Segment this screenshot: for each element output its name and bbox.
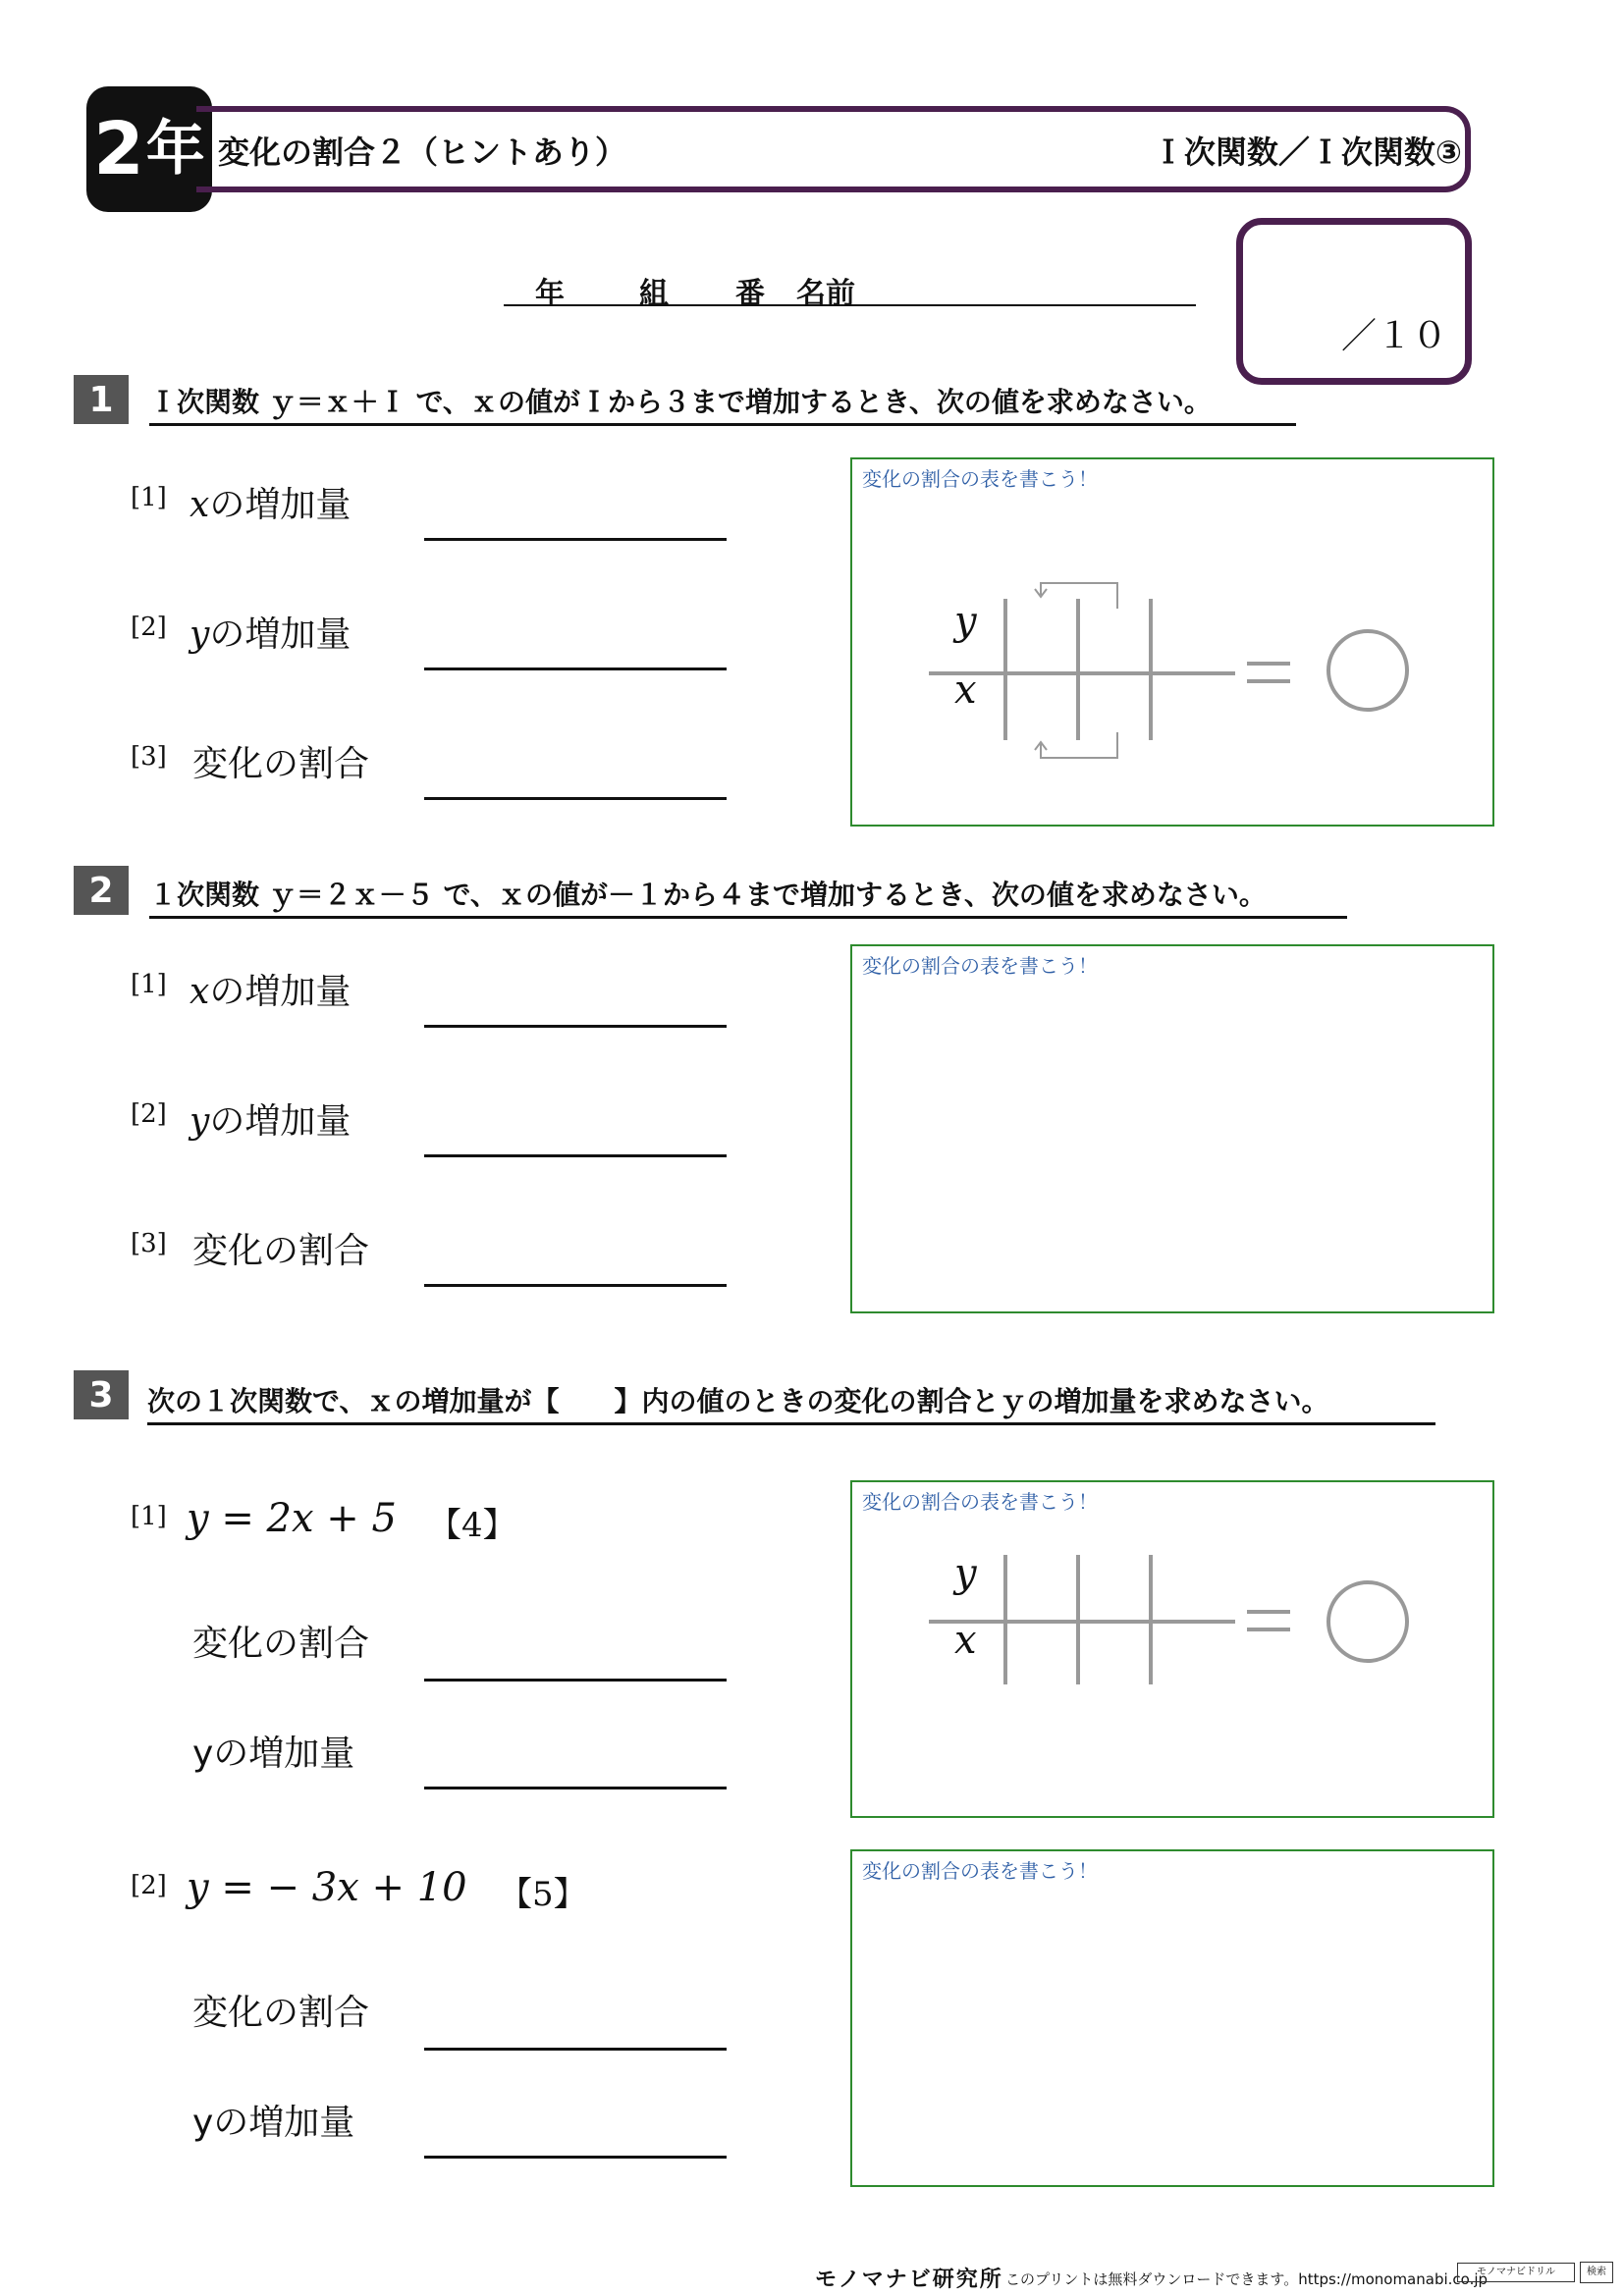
s1-q2-suffix: の増加量 xyxy=(209,614,352,655)
footer-text: このプリントは無料ダウンロードできます。https://monomanabi.co.jp xyxy=(1005,2270,1489,2288)
s3-q1-rate-label: 変化の割合 xyxy=(192,1624,370,1664)
s2-q1-text xyxy=(189,964,351,1014)
s1-q1-text xyxy=(189,477,351,527)
score-denominator: ／１０ xyxy=(1340,316,1447,356)
section-2-question: １次関数 ｙ＝２ｘ－５ で、ｘの値が－１から４まで増加するとき、次の値を求めなさい。 xyxy=(149,874,1347,919)
s1-q3-text: 変化の割合 xyxy=(192,744,370,784)
s1-q1-var: x xyxy=(189,485,210,525)
name-label: 名前 xyxy=(796,277,855,311)
hint-label: 変化の割合の表を書こう！ xyxy=(862,954,1098,978)
s3-q1-inc-label: yの増加量 xyxy=(192,1734,355,1774)
section-1-number: 1 xyxy=(74,375,129,424)
footer-logo: モノマナビ研究所 xyxy=(815,2268,1003,2292)
s2-q2-answer-line[interactable] xyxy=(424,1154,727,1157)
s3-q2-formula: y = − 3x + 10 xyxy=(187,1865,467,1910)
rate-table-diagram xyxy=(852,459,1492,825)
year-label: 年 xyxy=(535,277,565,311)
name-line[interactable] xyxy=(504,267,1196,311)
s2-q1-answer-line[interactable] xyxy=(424,1025,727,1028)
section-3-number: 3 xyxy=(74,1370,129,1419)
s2-q2-text xyxy=(189,1094,351,1144)
unit-label: Ｉ次関数／Ｉ次関数③ xyxy=(1152,133,1462,171)
hint-label: 変化の割合の表を書こう！ xyxy=(862,1490,1098,1514)
s1-q1-suffix: の増加量 xyxy=(209,485,352,525)
s3-q2-inc-answer-line[interactable] xyxy=(424,2156,727,2159)
s2-q2-var: y xyxy=(189,1101,210,1142)
rate-table-diagram xyxy=(852,1482,1492,1816)
s2-q1-suffix: の増加量 xyxy=(209,972,352,1012)
s3-q1-inc-answer-line[interactable] xyxy=(424,1787,727,1789)
s3-hint-box-1[interactable] xyxy=(850,1480,1494,1818)
s2-q1-var: x xyxy=(189,972,210,1012)
s1-q2-var: y xyxy=(189,614,210,655)
s3-q1-bracket: 【4】 xyxy=(428,1506,516,1545)
s3-q1-label: [1] xyxy=(131,1502,167,1531)
diagram-y-label: y xyxy=(954,599,977,644)
diagram-x-label: x xyxy=(954,1618,977,1663)
hint-label: 変化の割合の表を書こう！ xyxy=(862,467,1098,491)
s3-q2-label: [2] xyxy=(131,1871,167,1900)
worksheet-title: 変化の割合２（ヒントあり） xyxy=(218,133,627,171)
footer-search-button[interactable]: 検索 xyxy=(1580,2262,1613,2283)
s2-q3-text: 変化の割合 xyxy=(192,1231,370,1271)
s3-q1-formula: y = 2x + 5 xyxy=(187,1496,397,1541)
section-3-question: 次の１次関数で、ｘの増加量が【 】内の値のときの変化の割合とｙの増加量を求めなさい。 xyxy=(147,1380,1435,1425)
s3-hint-box-2[interactable] xyxy=(850,1849,1494,2187)
grade-number: 2 xyxy=(93,107,144,191)
s2-q3-label: [3] xyxy=(131,1229,167,1258)
s1-q3-label: [3] xyxy=(131,742,167,772)
class-label: 組 xyxy=(639,277,669,311)
s1-q1-answer-line[interactable] xyxy=(424,538,727,541)
s1-q2-text xyxy=(189,607,351,657)
s3-q1-rate-answer-line[interactable] xyxy=(424,1679,727,1682)
footer-search-input[interactable]: モノマナビドリル xyxy=(1457,2263,1575,2282)
section-1-question: Ｉ次関数 ｙ＝ｘ＋Ｉ で、ｘの値がＩから３まで増加するとき、次の値を求めなさい。 xyxy=(149,381,1296,426)
s3-q2-inc-label: yの増加量 xyxy=(192,2103,355,2143)
s2-hint-box[interactable] xyxy=(850,944,1494,1313)
section-2-number: 2 xyxy=(74,866,129,915)
s2-q2-suffix: の増加量 xyxy=(209,1101,352,1142)
diagram-y-label: y xyxy=(954,1551,977,1596)
hint-label: 変化の割合の表を書こう！ xyxy=(862,1859,1098,1883)
number-label: 番 xyxy=(735,277,765,311)
grade-badge xyxy=(86,86,212,212)
s3-q2-rate-answer-line[interactable] xyxy=(424,2048,727,2051)
s2-q2-label: [2] xyxy=(131,1099,167,1129)
s2-q1-label: [1] xyxy=(131,970,167,999)
s1-q3-answer-line[interactable] xyxy=(424,797,727,800)
s3-q2-bracket: 【5】 xyxy=(499,1875,587,1914)
s1-q1-label: [1] xyxy=(131,483,167,512)
score-box[interactable] xyxy=(1236,218,1472,385)
s1-hint-box[interactable] xyxy=(850,457,1494,827)
s1-q2-answer-line[interactable] xyxy=(424,667,727,670)
s2-q3-answer-line[interactable] xyxy=(424,1284,727,1287)
grade-unit: 年 xyxy=(145,115,205,184)
diagram-x-label: x xyxy=(954,667,977,713)
s1-q2-label: [2] xyxy=(131,613,167,642)
s3-q2-rate-label: 変化の割合 xyxy=(192,1993,370,2033)
